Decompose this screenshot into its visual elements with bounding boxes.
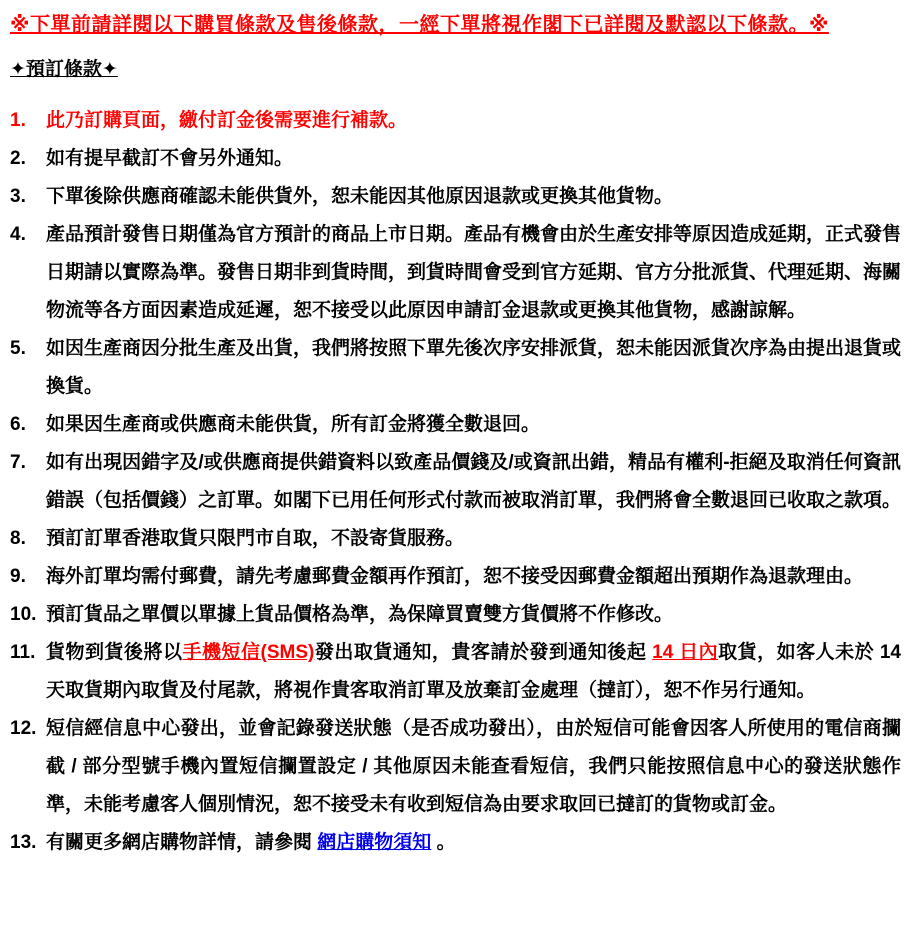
term-text	[46, 216, 901, 330]
term-item	[10, 102, 901, 140]
term-text	[46, 444, 901, 520]
term-number: 5.	[10, 338, 26, 359]
term-number: 12.	[10, 718, 37, 739]
term-segment: 取貨，如客人未於 14 天取貨期內取貨及付尾款，將視作貴客取消訂單及放棄訂金處理（撻訂），恕不作另行通知。	[46, 642, 901, 701]
term-segment: 發出取貨通知，貴客請於發到通知後起	[314, 642, 653, 663]
term-number: 9.	[10, 566, 26, 587]
term-segment: 貨物到貨後將以	[46, 642, 183, 663]
term-item	[10, 330, 901, 406]
term-segment: 如有提早截訂不會另外通知。	[46, 148, 294, 169]
term-segment: 手機短信(SMS)	[182, 642, 315, 663]
term-text	[46, 558, 901, 596]
term-segment: 此乃訂購頁面，繳付訂金後需要進行補款。	[46, 110, 408, 131]
term-item	[10, 558, 901, 596]
term-number: 10.	[10, 604, 37, 625]
page-title: ※下單前請詳閱以下購買條款及售後條款，一經下單將視作閣下已詳閱及默認以下條款。※	[10, 14, 829, 36]
term-number: 3.	[10, 186, 26, 207]
term-segment: 短信經信息中心發出，並會記錄發送狀態（是否成功發出），由於短信可能會因客人所使用的電信商攔截 / 部分型號手機內置短信攔置設定 / 其他原因未能查看短信，我們只能按照信息中心的發送狀態作準，未能考慮客人個別情況，恕不接受未有收到短信為由要求取回已撻訂的貨物或訂金。	[46, 718, 901, 815]
term-segment: 預訂訂單香港取貨只限門市自取，不設寄貨服務。	[46, 528, 465, 549]
term-item	[10, 634, 901, 710]
term-number: 6.	[10, 414, 26, 435]
term-item	[10, 444, 901, 520]
term-text	[46, 520, 901, 558]
term-number: 13.	[10, 832, 37, 853]
preorder-terms-document	[10, 10, 901, 862]
term-segment: 預訂貨品之單價以單據上貨品價格為準，為保障買賣雙方貨價將不作修改。	[46, 604, 674, 625]
term-number: 1.	[10, 110, 26, 131]
term-number: 2.	[10, 148, 26, 169]
term-segment: 海外訂單均需付郵費，請先考慮郵費金額再作預訂，恕不接受因郵費金額超出預期作為退款理由。	[46, 566, 864, 587]
term-text	[46, 102, 901, 140]
term-segment: 如因生產商因分批生產及出貨，我們將按照下單先後次序安排派貨，恕未能因派貨次序為由提出退貨或換貨。	[46, 338, 902, 397]
term-text	[46, 634, 901, 710]
term-segment: 如有出現因錯字及/或供應商提供錯資料以致產品價錢及/或資訊出錯，精品有權利-拒絕及取消任何資訊錯誤（包括價錢）之訂單。如閣下已用任何形式付款而被取消訂單，我們將會全數退回已收取之款項。	[46, 452, 902, 511]
term-number: 11.	[10, 642, 36, 663]
term-text	[46, 824, 901, 862]
term-text	[46, 406, 901, 444]
term-segment: 產品預計發售日期僅為官方預計的商品上市日期。產品有機會由於生產安排等原因造成延期，正式發售日期請以實際為準。發售日期非到貨時間，到貨時間會受到官方延期、官方分批派貨、代理延期、海關物流等各方面因素造成延遲，恕不接受以此原因申請訂金退款或更換其他貨物，感謝諒解。	[46, 224, 902, 321]
term-segment: 下單後除供應商確認未能供貨外，恕未能因其他原因退款或更換其他貨物。	[46, 186, 674, 207]
term-item	[10, 216, 901, 330]
term-number: 8.	[10, 528, 26, 549]
term-item	[10, 596, 901, 634]
terms-list	[10, 102, 901, 862]
term-item	[10, 178, 901, 216]
term-segment: 有關更多網店購物詳情，請參閱	[46, 832, 318, 853]
term-text	[46, 596, 901, 634]
term-segment: 如果因生產商或供應商未能供貨，所有訂金將獲全數退回。	[46, 414, 541, 435]
term-number: 7.	[10, 452, 26, 473]
term-text	[46, 330, 901, 406]
term-item	[10, 140, 901, 178]
term-segment: 。	[431, 832, 456, 853]
store-shopping-notice-link[interactable]: 網店購物須知	[317, 832, 432, 853]
term-number: 4.	[10, 224, 26, 245]
section-heading-preorder-terms: ✦預訂條款✦	[10, 59, 118, 80]
term-segment: 14 日內	[652, 642, 719, 663]
term-text	[46, 140, 901, 178]
term-item	[10, 406, 901, 444]
term-text	[46, 710, 901, 824]
term-item	[10, 824, 901, 862]
term-item	[10, 520, 901, 558]
term-item	[10, 710, 901, 824]
term-text	[46, 178, 901, 216]
